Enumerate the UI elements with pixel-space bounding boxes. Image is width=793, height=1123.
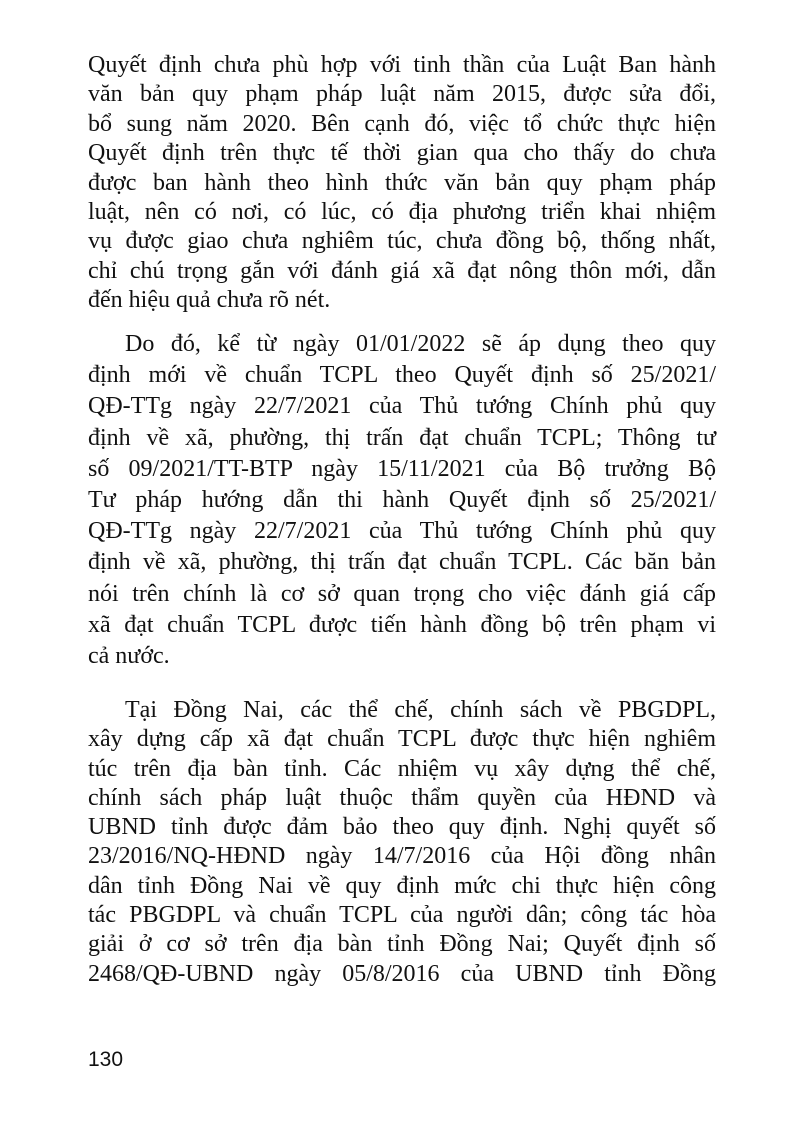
text-line: Quyết định chưa phù hợp với tinh thần của Luật Ban hành <box>88 52 716 78</box>
text-line: tác PBGDPL và chuẩn TCPL của người dân; công tác hòa <box>88 902 716 929</box>
text-line: dân tỉnh Đồng Nai về quy định mức chi thực hiện công <box>88 872 716 899</box>
text-line: Do đó, kể từ ngày 01/01/2022 sẽ áp dụng theo quy <box>125 331 716 357</box>
text-line: được ban hành theo hình thức văn bản quy phạm pháp <box>88 169 716 196</box>
text-line: luật, nên có nơi, có lúc, có địa phương triển khai nhiệm <box>88 199 716 226</box>
text-line: vụ được giao chưa nghiêm túc, chưa đồng bộ, thống nhất, <box>88 228 716 255</box>
text-line: 23/2016/NQ-HĐND ngày 14/7/2016 của Hội đồng nhân <box>88 843 716 870</box>
text-line: cả nước. <box>88 643 170 670</box>
text-line: chính sách pháp luật thuộc thẩm quyền của HĐND và <box>88 784 716 811</box>
text-line: số 09/2021/TT-BTP ngày 15/11/2021 của Bộ trưởng Bộ <box>88 455 716 482</box>
text-line: QĐ-TTg ngày 22/7/2021 của Thủ tướng Chính phủ quy <box>88 518 716 545</box>
text-line: đến hiệu quả chưa rõ nét. <box>88 287 331 314</box>
text-line: QĐ-TTg ngày 22/7/2021 của Thủ tướng Chính phủ quy <box>88 393 716 420</box>
text-line: văn bản quy phạm pháp luật năm 2015, được sửa đổi, <box>88 81 716 108</box>
text-line: định mới về chuẩn TCPL theo Quyết định số 25/2021/ <box>88 362 716 389</box>
text-line: Quyết định trên thực tế thời gian qua cho thấy do chưa <box>88 140 716 167</box>
text-line: nói trên chính là cơ sở quan trọng cho việc đánh giá cấp <box>88 580 716 607</box>
text-line: UBND tỉnh được đảm bảo theo quy định. Nghị quyết số <box>88 814 716 841</box>
page-number: 130 <box>88 1048 124 1071</box>
paragraph-1 <box>88 51 716 316</box>
text-line: 2468/QĐ-UBND ngày 05/8/2016 của UBND tỉnh Đồng <box>88 960 716 987</box>
text-line: định về xã, phường, thị trấn đạt chuẩn TCPL; Thông tư <box>88 424 716 451</box>
text-line: xây dựng cấp xã đạt chuẩn TCPL được thực hiện nghiêm <box>88 726 716 753</box>
text-line: túc trên địa bàn tỉnh. Các nhiệm vụ xây dựng thể chế, <box>88 755 716 782</box>
text-line: Tại Đồng Nai, các thể chế, chính sách về PBGDPL, <box>125 697 716 723</box>
paragraph-2 <box>88 329 716 672</box>
text-line: chỉ chú trọng gắn với đánh giá xã đạt nông thôn mới, dẫn <box>88 257 716 284</box>
text-line: bổ sung năm 2020. Bên cạnh đó, việc tổ chức thực hiện <box>88 110 716 137</box>
text-line: định về xã, phường, thị trấn đạt chuẩn TCPL. Các băn bản <box>88 549 716 576</box>
text-line: giải ở cơ sở trên địa bàn tỉnh Đồng Nai; Quyết định số <box>88 931 716 958</box>
paragraph-3 <box>88 696 716 989</box>
text-line: xã đạt chuẩn TCPL được tiến hành đồng bộ trên phạm vi <box>88 611 716 638</box>
text-line: Tư pháp hướng dẫn thi hành Quyết định số 25/2021/ <box>88 487 716 514</box>
